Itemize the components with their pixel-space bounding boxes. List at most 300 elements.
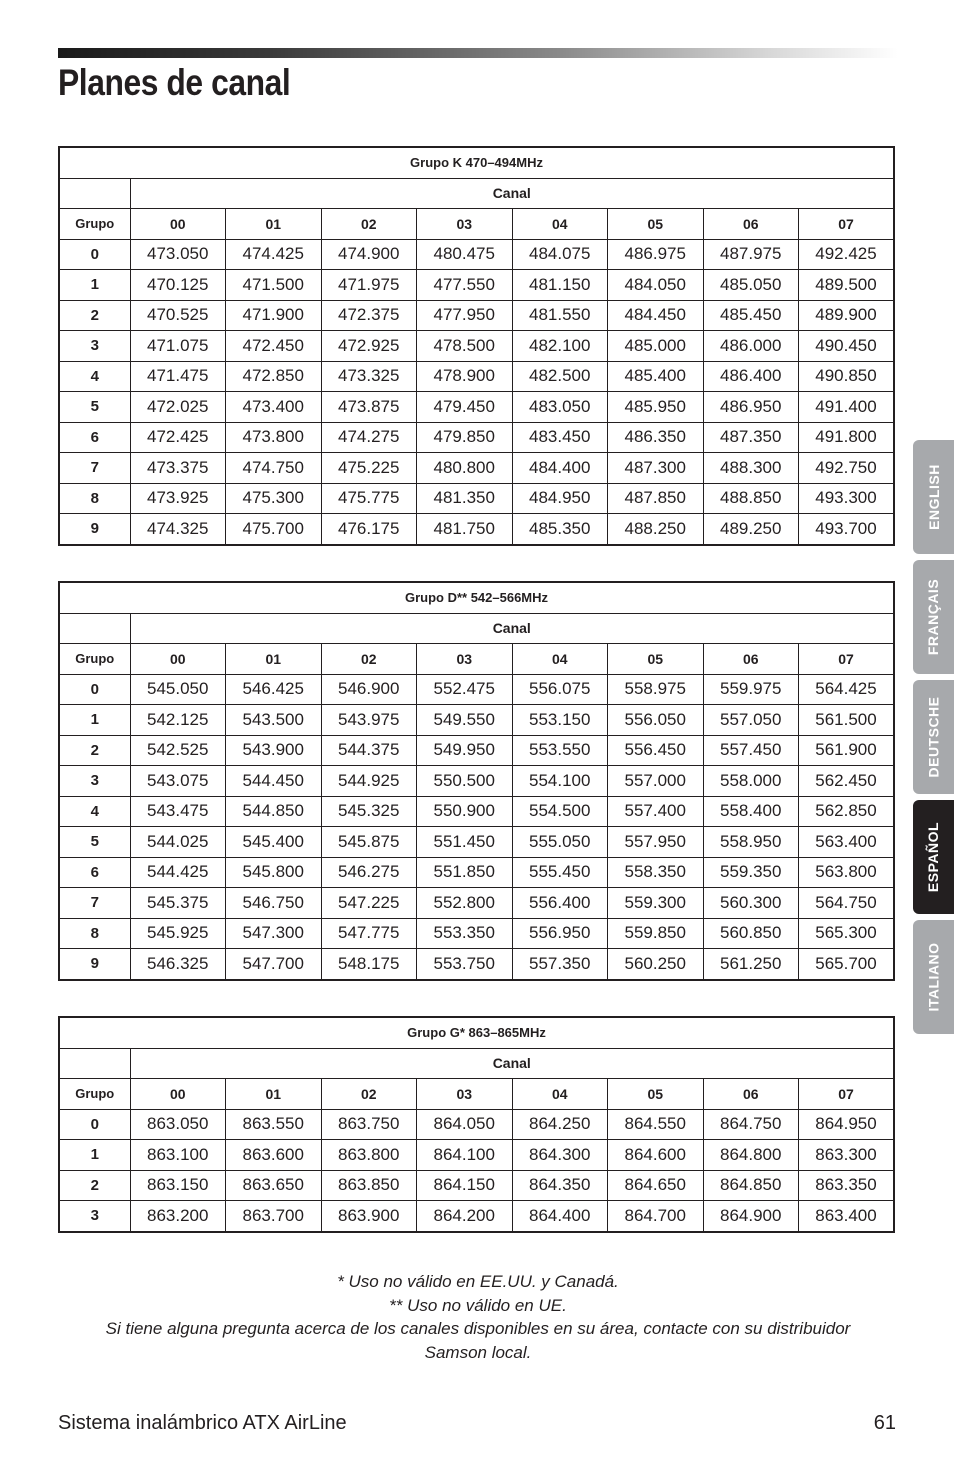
tab-espanol[interactable] — [913, 800, 954, 914]
frequency-cell: 562.450 — [799, 766, 895, 797]
channel-column-header: 07 — [799, 1079, 895, 1110]
tab-label: FRANÇAIS — [925, 578, 942, 656]
empty-corner-cell — [59, 1048, 130, 1079]
frequency-cell: 863.050 — [130, 1109, 226, 1140]
canal-header: Canal — [130, 1048, 894, 1079]
frequency-cell: 864.300 — [512, 1140, 608, 1171]
frequency-cell: 471.975 — [321, 270, 417, 301]
frequency-cell: 559.350 — [703, 857, 799, 888]
frequency-cell: 542.525 — [130, 735, 226, 766]
frequency-cell: 557.950 — [608, 827, 704, 858]
group-number: 7 — [59, 453, 130, 484]
frequency-cell: 557.400 — [608, 796, 704, 827]
frequency-cell: 492.750 — [799, 453, 895, 484]
group-number: 1 — [59, 270, 130, 301]
table-row — [59, 1170, 894, 1201]
frequency-cell: 553.150 — [512, 705, 608, 736]
table-row — [59, 514, 894, 545]
frequency-cell: 863.550 — [226, 1109, 322, 1140]
frequency-cell: 473.375 — [130, 453, 226, 484]
frequency-cell: 560.250 — [608, 949, 704, 980]
tab-italiano[interactable] — [913, 920, 954, 1034]
channel-column-header: 00 — [130, 1079, 226, 1110]
channel-column-header: 02 — [321, 1079, 417, 1110]
frequency-cell: 546.425 — [226, 674, 322, 705]
frequency-cell: 863.150 — [130, 1170, 226, 1201]
frequency-cell: 478.500 — [417, 331, 513, 362]
footnotes — [58, 1270, 898, 1364]
frequency-cell: 474.325 — [130, 514, 226, 545]
group-number: 5 — [59, 392, 130, 423]
frequency-cell: 551.850 — [417, 857, 513, 888]
channel-column-header: 04 — [512, 209, 608, 240]
frequency-cell: 547.300 — [226, 918, 322, 949]
frequency-cell: 489.500 — [799, 270, 895, 301]
frequency-cell: 545.050 — [130, 674, 226, 705]
frequency-cell: 863.600 — [226, 1140, 322, 1171]
channel-column-header: 05 — [608, 209, 704, 240]
frequency-cell: 470.525 — [130, 300, 226, 331]
frequency-cell: 863.700 — [226, 1201, 322, 1232]
table-row — [59, 453, 894, 484]
frequency-cell: 473.400 — [226, 392, 322, 423]
frequency-cell: 546.750 — [226, 888, 322, 919]
channel-column-header: 01 — [226, 209, 322, 240]
frequency-cell: 475.225 — [321, 453, 417, 484]
frequency-cell: 555.450 — [512, 857, 608, 888]
table-row — [59, 674, 894, 705]
frequency-cell: 471.075 — [130, 331, 226, 362]
canal-header-row — [59, 1048, 894, 1079]
frequency-cell: 473.925 — [130, 483, 226, 514]
frequency-cell: 546.900 — [321, 674, 417, 705]
frequency-cell: 474.275 — [321, 422, 417, 453]
frequency-cell: 486.400 — [703, 361, 799, 392]
frequency-cell: 471.900 — [226, 300, 322, 331]
canal-header-row — [59, 613, 894, 644]
frequency-cell: 564.425 — [799, 674, 895, 705]
frequency-cell: 864.100 — [417, 1140, 513, 1171]
frequency-cell: 545.400 — [226, 827, 322, 858]
frequency-cell: 546.325 — [130, 949, 226, 980]
frequency-cell: 544.850 — [226, 796, 322, 827]
frequency-cell: 481.750 — [417, 514, 513, 545]
canal-header-row — [59, 178, 894, 209]
channel-table-d — [58, 581, 895, 981]
frequency-cell: 484.950 — [512, 483, 608, 514]
frequency-cell: 553.350 — [417, 918, 513, 949]
footnote-contact: Si tiene alguna pregunta acerca de los canales disponibles en su área, contacte con su distribuidor — [105, 1319, 851, 1338]
frequency-cell: 543.500 — [226, 705, 322, 736]
channel-column-header: 03 — [417, 644, 513, 675]
frequency-cell: 477.950 — [417, 300, 513, 331]
frequency-cell: 485.350 — [512, 514, 608, 545]
frequency-cell: 476.175 — [321, 514, 417, 545]
frequency-cell: 863.300 — [799, 1140, 895, 1171]
frequency-cell: 563.800 — [799, 857, 895, 888]
frequency-cell: 863.800 — [321, 1140, 417, 1171]
frequency-cell: 550.900 — [417, 796, 513, 827]
frequency-cell: 555.050 — [512, 827, 608, 858]
frequency-cell: 864.600 — [608, 1140, 704, 1171]
frequency-cell: 556.075 — [512, 674, 608, 705]
table-row — [59, 392, 894, 423]
column-header-row — [59, 644, 894, 675]
frequency-cell: 863.750 — [321, 1109, 417, 1140]
frequency-cell: 488.250 — [608, 514, 704, 545]
tab-label: ESPAÑOL — [925, 821, 942, 893]
group-number: 6 — [59, 857, 130, 888]
table-row — [59, 300, 894, 331]
frequency-cell: 488.300 — [703, 453, 799, 484]
frequency-cell: 559.300 — [608, 888, 704, 919]
channel-column-header: 00 — [130, 644, 226, 675]
frequency-cell: 487.850 — [608, 483, 704, 514]
frequency-cell: 484.075 — [512, 239, 608, 270]
frequency-cell: 554.100 — [512, 766, 608, 797]
channel-column-header: 01 — [226, 644, 322, 675]
frequency-cell: 544.025 — [130, 827, 226, 858]
channel-column-header: 06 — [703, 1079, 799, 1110]
frequency-cell: 561.900 — [799, 735, 895, 766]
frequency-cell: 546.275 — [321, 857, 417, 888]
channel-column-header: 07 — [799, 209, 895, 240]
frequency-cell: 487.350 — [703, 422, 799, 453]
frequency-cell: 545.875 — [321, 827, 417, 858]
table-title-row — [59, 147, 894, 178]
table-row — [59, 796, 894, 827]
frequency-cell: 475.775 — [321, 483, 417, 514]
frequency-cell: 479.850 — [417, 422, 513, 453]
header-gradient-bar — [58, 48, 898, 58]
frequency-cell: 481.550 — [512, 300, 608, 331]
frequency-cell: 547.700 — [226, 949, 322, 980]
frequency-cell: 472.450 — [226, 331, 322, 362]
frequency-cell: 484.450 — [608, 300, 704, 331]
channel-column-header: 03 — [417, 209, 513, 240]
table-row — [59, 239, 894, 270]
frequency-cell: 487.975 — [703, 239, 799, 270]
frequency-cell: 486.350 — [608, 422, 704, 453]
frequency-cell: 864.700 — [608, 1201, 704, 1232]
frequency-cell: 470.125 — [130, 270, 226, 301]
table-title-row — [59, 1017, 894, 1048]
group-number: 3 — [59, 331, 130, 362]
group-number: 3 — [59, 766, 130, 797]
frequency-cell: 483.450 — [512, 422, 608, 453]
frequency-cell: 557.050 — [703, 705, 799, 736]
column-header-row — [59, 1079, 894, 1110]
empty-corner-cell — [59, 613, 130, 644]
table-row — [59, 1201, 894, 1232]
group-number: 1 — [59, 1140, 130, 1171]
frequency-cell: 557.000 — [608, 766, 704, 797]
group-number: 8 — [59, 918, 130, 949]
frequency-cell: 547.775 — [321, 918, 417, 949]
group-number: 8 — [59, 483, 130, 514]
group-number: 7 — [59, 888, 130, 919]
tab-english[interactable] — [913, 440, 954, 554]
frequency-table — [58, 1016, 895, 1233]
frequency-cell: 864.900 — [703, 1201, 799, 1232]
table-row — [59, 1109, 894, 1140]
frequency-cell: 478.900 — [417, 361, 513, 392]
frequency-cell: 559.850 — [608, 918, 704, 949]
frequency-cell: 864.150 — [417, 1170, 513, 1201]
grupo-header: Grupo — [59, 209, 130, 240]
frequency-cell: 864.550 — [608, 1109, 704, 1140]
frequency-cell: 864.750 — [703, 1109, 799, 1140]
frequency-cell: 864.200 — [417, 1201, 513, 1232]
frequency-cell: 490.450 — [799, 331, 895, 362]
group-number: 6 — [59, 422, 130, 453]
frequency-cell: 562.850 — [799, 796, 895, 827]
table-row — [59, 766, 894, 797]
frequency-cell: 545.375 — [130, 888, 226, 919]
frequency-cell: 477.550 — [417, 270, 513, 301]
frequency-cell: 486.950 — [703, 392, 799, 423]
frequency-cell: 552.475 — [417, 674, 513, 705]
channel-column-header: 03 — [417, 1079, 513, 1110]
table-row — [59, 422, 894, 453]
frequency-cell: 548.175 — [321, 949, 417, 980]
tab-francais[interactable] — [913, 560, 954, 674]
frequency-cell: 480.475 — [417, 239, 513, 270]
frequency-cell: 490.850 — [799, 361, 895, 392]
frequency-cell: 558.400 — [703, 796, 799, 827]
frequency-table — [58, 581, 895, 981]
frequency-cell: 471.475 — [130, 361, 226, 392]
channel-column-header: 06 — [703, 209, 799, 240]
tab-label: ENGLISH — [925, 464, 942, 530]
frequency-cell: 863.900 — [321, 1201, 417, 1232]
frequency-cell: 545.325 — [321, 796, 417, 827]
frequency-cell: 556.950 — [512, 918, 608, 949]
frequency-cell: 485.000 — [608, 331, 704, 362]
frequency-cell: 486.000 — [703, 331, 799, 362]
group-number: 9 — [59, 514, 130, 545]
frequency-cell: 473.800 — [226, 422, 322, 453]
page-title: Planes de canal — [58, 62, 291, 103]
group-number: 9 — [59, 949, 130, 980]
table-row — [59, 705, 894, 736]
frequency-cell: 560.300 — [703, 888, 799, 919]
table-row — [59, 331, 894, 362]
tab-label: ITALIANO — [925, 942, 942, 1012]
frequency-cell: 864.950 — [799, 1109, 895, 1140]
frequency-cell: 493.700 — [799, 514, 895, 545]
frequency-cell: 559.975 — [703, 674, 799, 705]
frequency-cell: 485.400 — [608, 361, 704, 392]
table-row — [59, 918, 894, 949]
table-title-row — [59, 582, 894, 613]
frequency-cell: 475.300 — [226, 483, 322, 514]
group-number: 0 — [59, 674, 130, 705]
channel-column-header: 01 — [226, 1079, 322, 1110]
frequency-cell: 473.875 — [321, 392, 417, 423]
column-header-row — [59, 209, 894, 240]
frequency-cell: 479.450 — [417, 392, 513, 423]
frequency-cell: 558.975 — [608, 674, 704, 705]
channel-table-g — [58, 1016, 895, 1233]
frequency-cell: 491.800 — [799, 422, 895, 453]
table-row — [59, 361, 894, 392]
channel-column-header: 06 — [703, 644, 799, 675]
empty-corner-cell — [59, 178, 130, 209]
frequency-cell: 480.800 — [417, 453, 513, 484]
frequency-cell: 549.550 — [417, 705, 513, 736]
channel-table-k — [58, 146, 895, 546]
table-row — [59, 735, 894, 766]
frequency-cell: 543.975 — [321, 705, 417, 736]
frequency-cell: 544.425 — [130, 857, 226, 888]
channel-column-header: 04 — [512, 644, 608, 675]
frequency-cell: 475.700 — [226, 514, 322, 545]
group-number: 4 — [59, 796, 130, 827]
frequency-cell: 484.400 — [512, 453, 608, 484]
frequency-cell: 561.500 — [799, 705, 895, 736]
group-number: 1 — [59, 705, 130, 736]
frequency-cell: 472.925 — [321, 331, 417, 362]
table-row — [59, 888, 894, 919]
frequency-cell: 544.925 — [321, 766, 417, 797]
group-number: 2 — [59, 1170, 130, 1201]
frequency-cell: 547.225 — [321, 888, 417, 919]
group-number: 0 — [59, 239, 130, 270]
table-title: Grupo G* 863–865MHz — [59, 1017, 894, 1048]
table-row — [59, 949, 894, 980]
frequency-cell: 543.475 — [130, 796, 226, 827]
frequency-cell: 544.450 — [226, 766, 322, 797]
frequency-cell: 545.925 — [130, 918, 226, 949]
frequency-cell: 543.075 — [130, 766, 226, 797]
frequency-cell: 471.500 — [226, 270, 322, 301]
frequency-cell: 553.550 — [512, 735, 608, 766]
tab-label: DEUTSCHE — [925, 696, 942, 778]
frequency-cell: 489.900 — [799, 300, 895, 331]
frequency-cell: 483.050 — [512, 392, 608, 423]
frequency-cell: 863.400 — [799, 1201, 895, 1232]
frequency-cell: 549.950 — [417, 735, 513, 766]
footnote-eu: ** Uso no válido en UE. — [389, 1295, 567, 1315]
frequency-cell: 561.250 — [703, 949, 799, 980]
table-row — [59, 270, 894, 301]
frequency-cell: 863.650 — [226, 1170, 322, 1201]
grupo-header: Grupo — [59, 644, 130, 675]
frequency-cell: 565.700 — [799, 949, 895, 980]
group-number: 2 — [59, 300, 130, 331]
frequency-cell: 545.800 — [226, 857, 322, 888]
frequency-cell: 481.350 — [417, 483, 513, 514]
frequency-cell: 486.975 — [608, 239, 704, 270]
frequency-cell: 485.450 — [703, 300, 799, 331]
channel-column-header: 04 — [512, 1079, 608, 1110]
frequency-cell: 474.750 — [226, 453, 322, 484]
frequency-cell: 863.850 — [321, 1170, 417, 1201]
frequency-cell: 473.050 — [130, 239, 226, 270]
footnote-usa-canada: * Uso no válido en EE.UU. y Canadá. — [337, 1272, 619, 1291]
frequency-cell: 472.850 — [226, 361, 322, 392]
table-title: Grupo K 470–494MHz — [59, 147, 894, 178]
frequency-cell: 481.150 — [512, 270, 608, 301]
frequency-cell: 864.400 — [512, 1201, 608, 1232]
frequency-cell: 484.050 — [608, 270, 704, 301]
table-row — [59, 857, 894, 888]
channel-column-header: 05 — [608, 1079, 704, 1110]
frequency-cell: 560.850 — [703, 918, 799, 949]
frequency-cell: 864.650 — [608, 1170, 704, 1201]
frequency-cell: 542.125 — [130, 705, 226, 736]
frequency-cell: 544.375 — [321, 735, 417, 766]
frequency-cell: 553.750 — [417, 949, 513, 980]
channel-column-header: 02 — [321, 644, 417, 675]
frequency-cell: 864.050 — [417, 1109, 513, 1140]
tab-deutsche[interactable] — [913, 680, 954, 794]
frequency-cell: 864.850 — [703, 1170, 799, 1201]
frequency-cell: 557.350 — [512, 949, 608, 980]
channel-column-header: 02 — [321, 209, 417, 240]
frequency-cell: 863.100 — [130, 1140, 226, 1171]
frequency-cell: 551.450 — [417, 827, 513, 858]
frequency-cell: 564.750 — [799, 888, 895, 919]
frequency-cell: 485.950 — [608, 392, 704, 423]
frequency-cell: 556.050 — [608, 705, 704, 736]
table-row — [59, 827, 894, 858]
channel-column-header: 00 — [130, 209, 226, 240]
frequency-cell: 474.425 — [226, 239, 322, 270]
canal-header: Canal — [130, 613, 894, 644]
frequency-table — [58, 146, 895, 546]
frequency-cell: 864.250 — [512, 1109, 608, 1140]
frequency-cell: 472.025 — [130, 392, 226, 423]
frequency-cell: 488.850 — [703, 483, 799, 514]
group-number: 2 — [59, 735, 130, 766]
frequency-cell: 472.375 — [321, 300, 417, 331]
frequency-cell: 550.500 — [417, 766, 513, 797]
footer-product-name: Sistema inalámbrico ATX AirLine — [58, 1412, 347, 1434]
frequency-cell: 491.400 — [799, 392, 895, 423]
frequency-cell: 493.300 — [799, 483, 895, 514]
canal-header: Canal — [130, 178, 894, 209]
frequency-cell: 565.300 — [799, 918, 895, 949]
frequency-cell: 558.000 — [703, 766, 799, 797]
table-title: Grupo D** 542–566MHz — [59, 582, 894, 613]
frequency-cell: 472.425 — [130, 422, 226, 453]
frequency-cell: 473.325 — [321, 361, 417, 392]
frequency-cell: 554.500 — [512, 796, 608, 827]
frequency-cell: 556.400 — [512, 888, 608, 919]
frequency-cell: 563.400 — [799, 827, 895, 858]
frequency-cell: 863.350 — [799, 1170, 895, 1201]
frequency-cell: 543.900 — [226, 735, 322, 766]
frequency-cell: 864.800 — [703, 1140, 799, 1171]
group-number: 4 — [59, 361, 130, 392]
frequency-cell: 485.050 — [703, 270, 799, 301]
table-row — [59, 1140, 894, 1171]
frequency-cell: 864.350 — [512, 1170, 608, 1201]
frequency-cell: 863.200 — [130, 1201, 226, 1232]
frequency-cell: 558.350 — [608, 857, 704, 888]
frequency-cell: 489.250 — [703, 514, 799, 545]
frequency-cell: 487.300 — [608, 453, 704, 484]
frequency-cell: 557.450 — [703, 735, 799, 766]
channel-column-header: 07 — [799, 644, 895, 675]
frequency-cell: 558.950 — [703, 827, 799, 858]
frequency-cell: 556.450 — [608, 735, 704, 766]
footnote-contact-cont: Samson local. — [424, 1342, 532, 1362]
group-number: 5 — [59, 827, 130, 858]
frequency-cell: 474.900 — [321, 239, 417, 270]
